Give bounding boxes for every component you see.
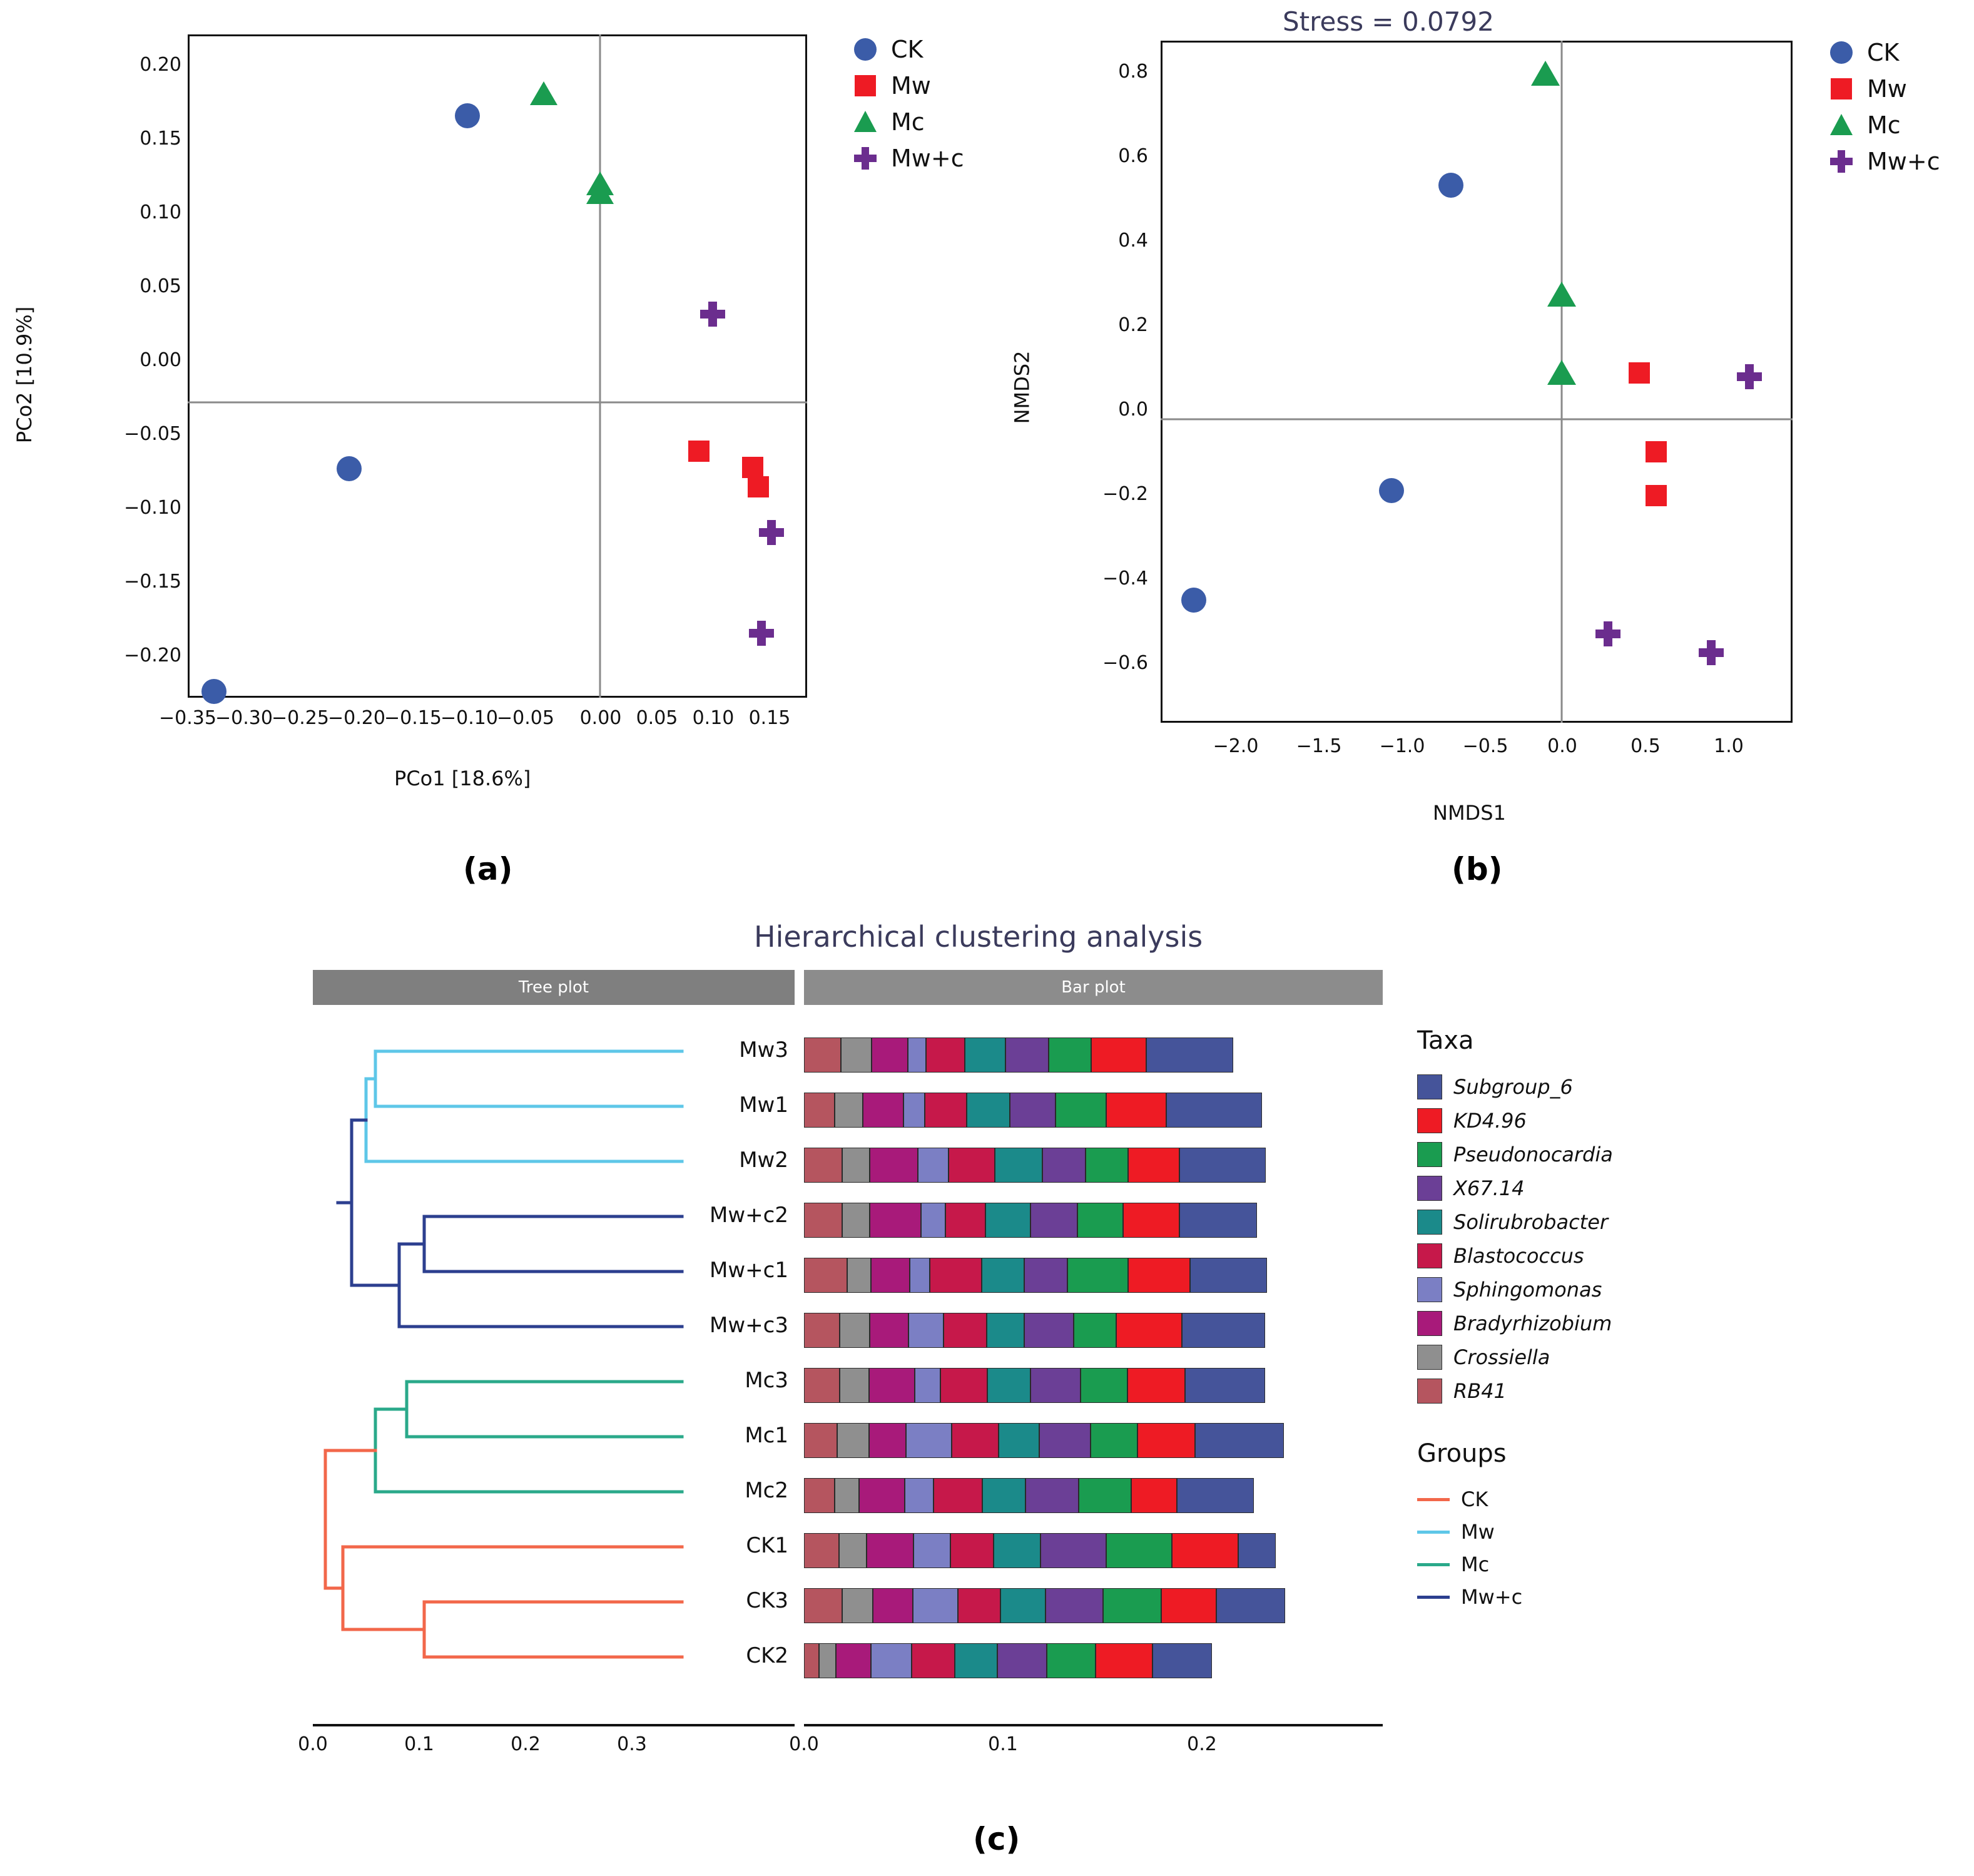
bar-segment xyxy=(835,1478,858,1513)
tree-xtick: 0.1 xyxy=(404,1733,434,1755)
taxa-legend-label: Bradyrhizobium xyxy=(1453,1312,1612,1335)
bar-segment xyxy=(903,1093,924,1128)
panel-b-ytick: 0.6 xyxy=(1118,145,1148,167)
tree-xtick: 0.0 xyxy=(298,1733,328,1755)
group-legend-item xyxy=(1417,1581,1522,1613)
taxa-legend-item xyxy=(1417,1374,1613,1408)
panel-a-ytick: 0.20 xyxy=(140,54,181,76)
sample-label: Mw1 xyxy=(739,1093,788,1118)
bar-segment xyxy=(1079,1478,1132,1513)
bar-segment xyxy=(1067,1258,1128,1293)
taxa-legend-item xyxy=(1417,1070,1613,1104)
color-swatch-icon xyxy=(1417,1311,1442,1336)
bar-segment xyxy=(906,1423,952,1458)
legend-label: Mw xyxy=(891,72,931,99)
legend-item-mc xyxy=(1827,107,1940,143)
bar-segment xyxy=(1030,1203,1077,1238)
bar-segment xyxy=(842,1203,870,1238)
panel-b-yaxis-title: NMDS2 xyxy=(1010,350,1034,424)
panel-a-xtick: −0.15 xyxy=(384,707,442,729)
bar-segment xyxy=(982,1258,1025,1293)
line-swatch-icon xyxy=(1417,1596,1450,1599)
legend-label: Mc xyxy=(891,108,925,136)
bar-plot-header-label: Bar plot xyxy=(1061,978,1126,997)
legend-item-mc xyxy=(851,104,964,140)
bar-segment xyxy=(912,1643,955,1678)
plus-icon xyxy=(851,144,880,173)
sample-label: CK1 xyxy=(746,1533,788,1558)
bar-xtick: 0.1 xyxy=(988,1733,1018,1755)
bar-segment xyxy=(918,1148,949,1183)
taxa-legend-label: Blastococcus xyxy=(1453,1244,1584,1268)
bar-segment xyxy=(836,1643,871,1678)
bar-segment xyxy=(1091,1423,1137,1458)
bar-segment xyxy=(804,1533,839,1568)
sample-label: CK3 xyxy=(746,1588,788,1613)
bar-segment xyxy=(995,1148,1043,1183)
color-swatch-icon xyxy=(1417,1379,1442,1404)
panel-a-ytick: 0.10 xyxy=(140,201,181,223)
sample-label: Mw3 xyxy=(739,1037,788,1063)
bar-segment xyxy=(1081,1368,1127,1403)
bar-segment xyxy=(1216,1588,1285,1623)
legend-item-mwc xyxy=(1827,143,1940,180)
bar-segment xyxy=(1131,1478,1177,1513)
legend-label: CK xyxy=(1867,39,1900,66)
panel-a-xtick: −0.05 xyxy=(497,707,554,729)
bar-segment xyxy=(967,1093,1010,1128)
bar-segment xyxy=(859,1478,905,1513)
panel-b-xtick: 1.0 xyxy=(1714,735,1744,757)
bar-segment xyxy=(987,1313,1025,1348)
color-swatch-icon xyxy=(1417,1345,1442,1370)
bar-segment xyxy=(1190,1258,1267,1293)
bar-segment xyxy=(1056,1093,1106,1128)
panel-a-pcoa xyxy=(0,0,1001,864)
bar-segment xyxy=(952,1423,999,1458)
bar-segment xyxy=(870,1203,920,1238)
color-swatch-icon xyxy=(1417,1210,1442,1235)
bar-segment xyxy=(842,1588,873,1623)
bar-segment xyxy=(908,1037,926,1073)
bar-segment xyxy=(804,1037,841,1073)
panel-a-xtick: 0.00 xyxy=(579,707,622,729)
bar-segment xyxy=(871,1643,912,1678)
bar-segment xyxy=(840,1313,870,1348)
bar-segment xyxy=(994,1533,1040,1568)
bar-segment xyxy=(804,1478,835,1513)
color-swatch-icon xyxy=(1417,1074,1442,1099)
tree-plot-header xyxy=(313,970,795,1005)
panel-a-ytick: −0.20 xyxy=(124,645,181,666)
plus-icon xyxy=(1827,147,1856,176)
bar-segment xyxy=(1116,1313,1182,1348)
line-swatch-icon xyxy=(1417,1563,1450,1566)
bar-segment xyxy=(944,1313,987,1348)
taxa-legend-label: Subgroup_6 xyxy=(1453,1075,1573,1099)
color-swatch-icon xyxy=(1417,1108,1442,1133)
bar-segment xyxy=(1238,1533,1276,1568)
taxa-legend-item xyxy=(1417,1104,1613,1138)
groups-legend xyxy=(1417,1483,1522,1613)
triangle-icon xyxy=(851,108,880,136)
bar-segment xyxy=(985,1203,1030,1238)
panel-b-xtick: 0.0 xyxy=(1547,735,1577,757)
bar-segment xyxy=(1146,1037,1233,1073)
bar-segment xyxy=(1177,1478,1254,1513)
circle-icon xyxy=(1827,38,1856,67)
bar-segment xyxy=(982,1478,1025,1513)
panel-a-xtick: 0.10 xyxy=(692,707,735,729)
taxa-legend-item xyxy=(1417,1171,1613,1205)
tree-plot-header-label: Tree plot xyxy=(518,978,589,997)
square-icon xyxy=(1827,74,1856,103)
sample-label: CK2 xyxy=(746,1643,788,1668)
tree-xtick: 0.3 xyxy=(617,1733,647,1755)
legend-label: Mw xyxy=(1867,75,1907,103)
bar-segment xyxy=(910,1258,930,1293)
bar-segment xyxy=(955,1643,998,1678)
group-legend-label: CK xyxy=(1461,1487,1488,1511)
bar-segment xyxy=(1106,1533,1172,1568)
panel-b-ytick: −0.6 xyxy=(1102,652,1148,674)
bar-segment xyxy=(804,1588,842,1623)
bar-segment xyxy=(1042,1148,1086,1183)
bar-segment xyxy=(1128,1258,1190,1293)
taxa-legend-label: X67.14 xyxy=(1453,1176,1525,1200)
bar-axis-line xyxy=(804,1724,1383,1726)
bar-segment xyxy=(804,1368,840,1403)
bar-segment xyxy=(1039,1423,1090,1458)
bar-segment xyxy=(930,1258,982,1293)
bar-segment xyxy=(1195,1423,1284,1458)
panel-b-nmds xyxy=(1010,0,1974,864)
sample-label: Mw+c2 xyxy=(710,1203,788,1228)
bar-segment xyxy=(1047,1643,1096,1678)
tree-axis-line xyxy=(313,1724,795,1726)
bar-segment xyxy=(999,1423,1039,1458)
bar-segment xyxy=(1172,1533,1238,1568)
bar-segment xyxy=(870,1313,908,1348)
bar-segment xyxy=(869,1423,906,1458)
sample-label: Mc3 xyxy=(745,1368,788,1393)
bar-segment xyxy=(863,1093,903,1128)
panel-a-legend xyxy=(851,31,964,176)
bar-segment xyxy=(940,1368,987,1403)
legend-item-ck xyxy=(851,31,964,68)
panel-a-xtick: −0.25 xyxy=(272,707,329,729)
bar-segment xyxy=(871,1258,910,1293)
bar-segment xyxy=(804,1423,837,1458)
bar-segment xyxy=(804,1643,819,1678)
bar-segment xyxy=(1103,1588,1161,1623)
bar-segment xyxy=(925,1093,967,1128)
taxa-legend-title: Taxa xyxy=(1417,1026,1474,1055)
legend-label: Mw+c xyxy=(891,145,964,172)
group-legend-item xyxy=(1417,1548,1522,1581)
group-legend-item xyxy=(1417,1483,1522,1516)
bar-segment xyxy=(869,1368,915,1403)
legend-item-mw xyxy=(851,68,964,104)
circle-icon xyxy=(851,35,880,64)
bar-segment xyxy=(1025,1478,1079,1513)
panel-a-xaxis-title: PCo1 [18.6%] xyxy=(394,767,531,790)
panel-b-xtick: 0.5 xyxy=(1631,735,1661,757)
bar-segment xyxy=(1161,1588,1216,1623)
panel-b-ytick: 0.0 xyxy=(1118,399,1148,421)
bar-segment xyxy=(934,1478,982,1513)
taxa-legend-label: Pseudonocardia xyxy=(1453,1143,1613,1166)
bar-segment xyxy=(837,1423,869,1458)
panel-a-xtick: 0.05 xyxy=(636,707,678,729)
bar-segment xyxy=(867,1533,913,1568)
bar-segment xyxy=(1106,1093,1166,1128)
bar-segment xyxy=(1074,1313,1117,1348)
panel-b-xtick: −1.0 xyxy=(1379,735,1425,757)
panel-b-xaxis-title: NMDS1 xyxy=(1433,801,1506,825)
triangle-icon xyxy=(1827,111,1856,140)
bar-segment xyxy=(1000,1588,1046,1623)
bar-segment xyxy=(1049,1037,1092,1073)
bar-segment xyxy=(965,1037,1005,1073)
taxa-legend-item xyxy=(1417,1239,1613,1273)
bar-segment xyxy=(870,1148,918,1183)
color-swatch-icon xyxy=(1417,1176,1442,1201)
panel-b-xtick: −2.0 xyxy=(1213,735,1259,757)
bar-segment xyxy=(842,1148,870,1183)
panel-b-ytick: 0.2 xyxy=(1118,314,1148,336)
bar-segment xyxy=(913,1588,958,1623)
bar-segment xyxy=(804,1148,842,1183)
bar-segment xyxy=(1024,1258,1067,1293)
bar-segment xyxy=(1179,1148,1266,1183)
panel-a-xtick: −0.10 xyxy=(440,707,498,729)
sample-label: Mw2 xyxy=(739,1148,788,1173)
taxa-legend-item xyxy=(1417,1340,1613,1374)
panel-b-title: Stress = 0.0792 xyxy=(1283,6,1494,37)
bar-segment xyxy=(1123,1203,1179,1238)
bar-segment xyxy=(1040,1533,1106,1568)
group-legend-label: Mw+c xyxy=(1461,1585,1523,1609)
panel-a-ytick: 0.05 xyxy=(140,275,181,297)
bar-segment xyxy=(873,1588,913,1623)
taxa-legend-label: Crossiella xyxy=(1453,1345,1550,1369)
color-swatch-icon xyxy=(1417,1277,1442,1302)
bar-segment xyxy=(1128,1148,1179,1183)
bar-segment xyxy=(949,1148,994,1183)
taxa-legend-label: Sphingomonas xyxy=(1453,1278,1602,1302)
bar-segment xyxy=(997,1643,1046,1678)
line-swatch-icon xyxy=(1417,1498,1450,1501)
bar-segment xyxy=(1005,1037,1049,1073)
group-legend-label: Mw xyxy=(1461,1520,1495,1544)
bar-segment xyxy=(872,1037,907,1073)
bar-segment xyxy=(1024,1313,1073,1348)
taxa-legend-label: Solirubrobacter xyxy=(1453,1210,1609,1234)
bar-segment xyxy=(1010,1093,1056,1128)
bar-segment xyxy=(804,1093,835,1128)
bar-segment xyxy=(1046,1588,1104,1623)
bar-segment xyxy=(926,1037,965,1073)
panel-b-ytick: 0.4 xyxy=(1118,230,1148,252)
tree-xtick: 0.2 xyxy=(511,1733,541,1755)
bar-segment xyxy=(1127,1368,1186,1403)
bar-segment xyxy=(804,1313,840,1348)
panel-a-xtick: −0.35 xyxy=(159,707,216,729)
panel-c-title: Hierarchical clustering analysis xyxy=(754,920,1203,954)
legend-item-mwc xyxy=(851,140,964,176)
bar-segment xyxy=(804,1258,847,1293)
legend-label: CK xyxy=(891,36,923,63)
bar-segment xyxy=(819,1643,836,1678)
bar-segment xyxy=(1179,1203,1257,1238)
group-legend-label: Mc xyxy=(1461,1552,1490,1576)
bar-segment xyxy=(1086,1148,1129,1183)
bar-segment xyxy=(921,1203,946,1238)
taxa-legend-item xyxy=(1417,1205,1613,1239)
stacked-bar-area xyxy=(804,1026,1383,1708)
sample-label: Mc1 xyxy=(745,1423,788,1448)
groups-legend-title: Groups xyxy=(1417,1439,1507,1468)
panel-c-caption: (c) xyxy=(973,1821,1020,1857)
sample-label: Mw+c3 xyxy=(710,1313,788,1338)
legend-label: Mc xyxy=(1867,111,1901,139)
taxa-legend-item xyxy=(1417,1307,1613,1340)
panel-b-xtick: −1.5 xyxy=(1296,735,1342,757)
taxa-legend-item xyxy=(1417,1138,1613,1171)
bar-segment xyxy=(905,1478,934,1513)
bar-segment xyxy=(987,1368,1030,1403)
bar-segment xyxy=(945,1203,985,1238)
bar-segment xyxy=(908,1313,944,1348)
panel-a-ytick: −0.10 xyxy=(124,497,181,519)
bar-segment xyxy=(839,1533,867,1568)
legend-item-mw xyxy=(1827,71,1940,107)
bar-segment xyxy=(835,1093,863,1128)
bar-segment xyxy=(950,1533,994,1568)
bar-segment xyxy=(1077,1203,1123,1238)
color-swatch-icon xyxy=(1417,1142,1442,1167)
sample-label: Mc2 xyxy=(745,1478,788,1503)
color-swatch-icon xyxy=(1417,1243,1442,1268)
panel-a-xtick: 0.15 xyxy=(748,707,791,729)
bar-segment xyxy=(915,1368,940,1403)
bar-segment xyxy=(1152,1643,1213,1678)
bar-segment xyxy=(1096,1643,1152,1678)
panel-a-xtick: −0.30 xyxy=(215,707,273,729)
bar-segment xyxy=(958,1588,1001,1623)
panel-b-canvas xyxy=(1161,41,1793,723)
panel-b-legend xyxy=(1827,34,1940,180)
bar-segment xyxy=(913,1533,950,1568)
taxa-legend-label: RB41 xyxy=(1453,1379,1507,1403)
panel-a-caption: (a) xyxy=(463,851,513,887)
panel-b-ytick: −0.4 xyxy=(1102,568,1148,589)
panel-a-ytick: −0.15 xyxy=(124,571,181,593)
bar-segment xyxy=(1030,1368,1081,1403)
panel-a-canvas xyxy=(188,34,807,698)
bar-segment xyxy=(840,1368,868,1403)
bar-plot-header xyxy=(804,970,1383,1005)
legend-item-ck xyxy=(1827,34,1940,71)
sample-label: Mw+c1 xyxy=(710,1258,788,1283)
taxa-legend-label: KD4.96 xyxy=(1453,1109,1527,1133)
bar-segment xyxy=(1137,1423,1196,1458)
bar-xtick: 0.2 xyxy=(1187,1733,1217,1755)
bar-xtick: 0.0 xyxy=(789,1733,819,1755)
taxa-legend-item xyxy=(1417,1273,1613,1307)
bar-segment xyxy=(847,1258,871,1293)
bar-segment xyxy=(1166,1093,1262,1128)
group-legend-item xyxy=(1417,1516,1522,1548)
panel-a-ytick: −0.05 xyxy=(124,423,181,445)
panel-a-ytick: 0.00 xyxy=(140,349,181,371)
bar-segment xyxy=(804,1203,842,1238)
panel-a-ytick: 0.15 xyxy=(140,128,181,150)
bar-segment xyxy=(1185,1368,1265,1403)
line-swatch-icon xyxy=(1417,1531,1450,1534)
panel-a-xtick: −0.20 xyxy=(328,707,385,729)
legend-label: Mw+c xyxy=(1867,148,1940,175)
taxa-legend xyxy=(1417,1070,1613,1408)
panel-b-ytick: −0.2 xyxy=(1102,483,1148,505)
bar-segment xyxy=(1091,1037,1146,1073)
panel-a-yaxis-title: PCo2 [10.9%] xyxy=(13,306,37,444)
panel-b-xtick: −0.5 xyxy=(1462,735,1508,757)
square-icon xyxy=(851,71,880,100)
bar-segment xyxy=(1182,1313,1264,1348)
panel-b-caption: (b) xyxy=(1452,851,1503,887)
panel-b-ytick: 0.8 xyxy=(1118,61,1148,83)
bar-segment xyxy=(841,1037,872,1073)
panel-c-hierarchical-clustering xyxy=(0,920,1974,1876)
